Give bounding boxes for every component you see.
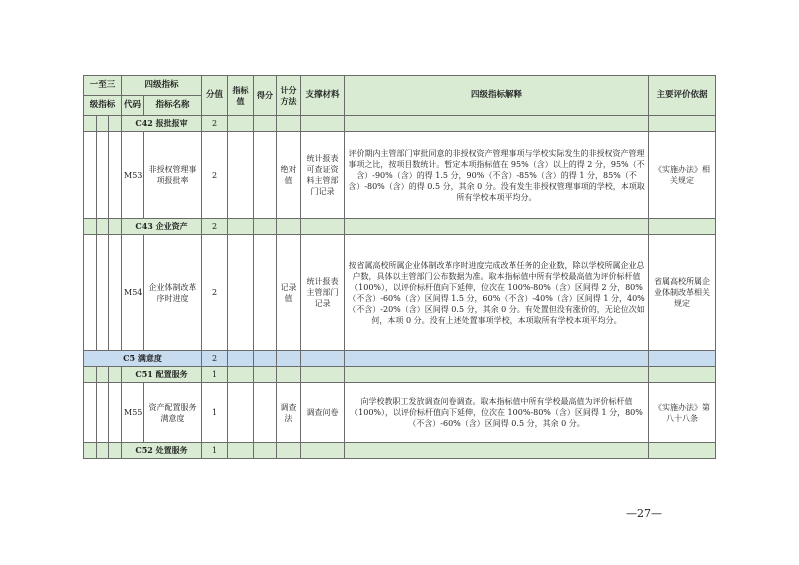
header-level123: 一至三 [84,76,122,96]
evaluation-basis: 《实施办法》第八十八条 [649,383,716,443]
support-material: 统计报表可查证资料主管部门记录 [301,132,345,219]
scoring-method: 记录值 [277,235,301,351]
header-basis: 主要评价依据 [649,76,716,116]
support-material: 统计报表主管部门记录 [301,235,345,351]
header-name: 指标名称 [144,96,202,116]
header-score: 分值 [202,76,228,116]
section-row-c43 [84,219,716,235]
indicator-code: M53 [122,132,144,219]
evaluation-basis: 省属高校所属企业体制改革相关规定 [649,235,716,351]
section-label: C43 企业资产 [122,219,202,235]
section-score: 1 [202,443,228,459]
indicator-name: 非授权管理事项报批率 [144,132,202,219]
scoring-method: 调查法 [277,383,301,443]
section-score: 2 [202,116,228,132]
evaluation-table [83,75,716,459]
indicator-explanation: 向学校教职工发放调查问卷调查。取本指标值中所有学校最高值为评价标杆值（100%），以评价标杆值向下延伸，位次在 100%-80%（含）区间得 1 分，80%（不含）-60%（含）区间得 0.5 分，其余 0 分。 [345,383,649,443]
section-score: 2 [202,219,228,235]
scoring-method: 绝对值 [277,132,301,219]
indicator-score: 2 [202,235,228,351]
indicator-explanation: 按省属高校所属企业体制改革序时进度完成改革任务的企业数，除以学校所属企业总户数，具体以主管部门公布数据为准。取本指标值中所有学校最高值为评价标杆值（100%），以评价标杆值向下延伸，位次在 100%-80%（含）区间得 2 分，80%（不含）-60%（含）区间得 1.5 分，60%（不含）-40%（含）区间得 1 分，40%（不含）-20%（含）区间得 0.5 分，其余 0 分。有处置但没有涨价的，无论位次如何，本项 0 分。没有上述处置事项学校，本项取所有学校本项平均分。 [345,235,649,351]
section-score: 1 [202,367,228,383]
header-level4-indicator: 四级指标 [122,76,202,96]
table-row-m54 [84,235,716,351]
header-support: 支撑材料 [301,76,345,116]
header-code: 代码 [122,96,144,116]
section-row-c51 [84,367,716,383]
header-row-1 [84,76,716,96]
section-label: C51 配置服务 [122,367,202,383]
section-score: 2 [202,351,228,367]
indicator-score: 2 [202,132,228,219]
section-label: C5 满意度 [84,351,202,367]
section-row-c42 [84,116,716,132]
header-explanation: 四级指标解释 [345,76,649,116]
header-method: 计分方法 [277,76,301,116]
indicator-score: 1 [202,383,228,443]
section-label: C42 报批报审 [122,116,202,132]
page-number: —27— [626,507,662,520]
table-row-m55 [84,383,716,443]
header-level-indicator: 级指标 [84,96,122,116]
indicator-explanation: 评价期内主管部门审批同意的非授权资产管理事项与学校实际发生的非授权资产管理事项之比，按项目数统计。暂定本项指标值在 95%（含）以上的得 2 分，95%（不含）-90%（含）的得 1.5 分，90%（不含）-85%（含）的得 1 分，85%（不含）-80%（含）的得 0.5 分，其余 0 分。没有发生非授权管理事项的学校，本项取所有学校本项平均分。 [345,132,649,219]
indicator-name: 企业体制改革序时进度 [144,235,202,351]
header-indicator-value: 指标值 [228,76,254,116]
evaluation-basis: 《实施办法》相关规定 [649,132,716,219]
indicator-code: M54 [122,235,144,351]
section-row-c5 [84,351,716,367]
header-obtained: 得分 [254,76,277,116]
section-row-c52 [84,443,716,459]
section-label: C52 处置服务 [122,443,202,459]
table-row-m53 [84,132,716,219]
indicator-name: 资产配置服务满意度 [144,383,202,443]
indicator-code: M55 [122,383,144,443]
support-material: 调查问卷 [301,383,345,443]
